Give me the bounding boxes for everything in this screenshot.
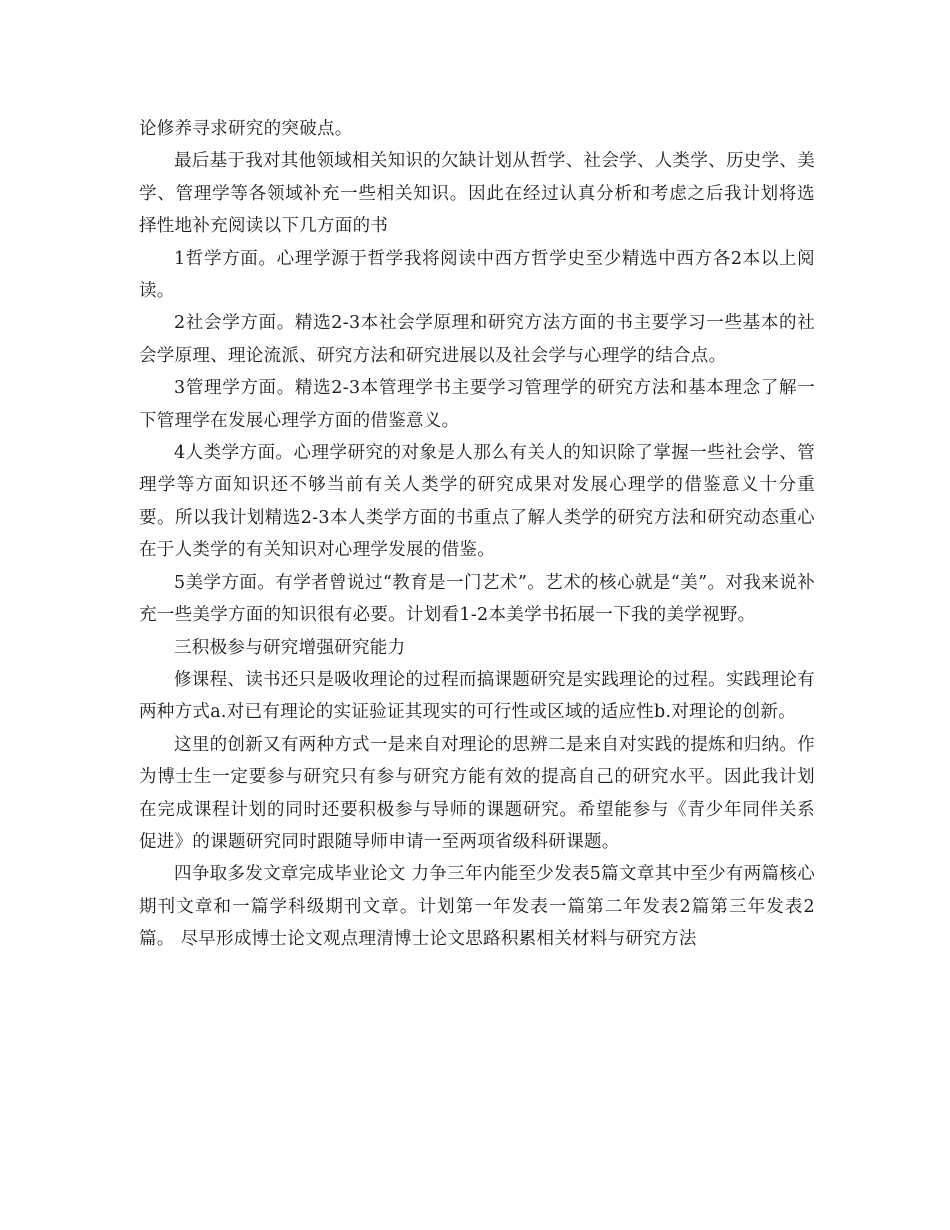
paragraph-7: 5美学方面。有学者曾说过“教育是一门艺术”。艺术的核心就是“美”。对我来说补充一些美学方面的知识很有必要。计划看1-2本美学书拓展一下我的美学视野。 [139,572,815,626]
paragraph-2: 最后基于我对其他领域相关知识的欠缺计划从哲学、社会学、人类学、历史学、美学、管理学等各领域补充一些相关知识。因此在经过认真分析和考虑之后我计划将选择性地补充阅读以下几方面的书 [139,151,815,237]
paragraph-10: 这里的创新又有两种方式一是来自对理论的思辨二是来自对实践的提炼和归纳。作为博士生一定要参与研究只有参与研究方能有效的提高自己的研究水平。因此我计划在完成课程计划的同时还要积极参与导师的课题研究。希望能参与《青少年同伴关系促进》的课题研究同时跟随导师申请一至两项省级科研课题。 [139,734,815,852]
paragraph-3: 1哲学方面。心理学源于哲学我将阅读中西方哲学史至少精选中西方各2本以上阅读。 [139,248,815,302]
paragraph-11: 四争取多发文章完成毕业论文 力争三年内能至少发表5篇文章其中至少有两篇核心期刊文章和一篇学科级期刊文章。计划第一年发表一篇第二年发表2篇第三年发表2篇。 尽早形成博士论文观点理清博士论文思路积累相关材料与研究方法 [139,864,815,950]
paragraph-9: 修课程、读书还只是吸收理论的过程而搞课题研究是实践理论的过程。实践理论有两种方式a.对已有理论的实证验证其现实的可行性或区域的适应性b.对理论的创新。 [139,669,815,723]
paragraph-5: 3管理学方面。精选2-3本管理学书主要学习管理学的研究方法和基本理念了解一下管理学在发展心理学方面的借鉴意义。 [139,378,815,431]
paragraph-4: 2社会学方面。精选2-3本社会学原理和研究方法方面的书主要学习一些基本的社会学原理、理论流派、研究方法和研究进展以及社会学与心理学的结合点。 [139,313,815,366]
paragraph-1: 论修养寻求研究的突破点。 [139,119,353,139]
paragraph-6: 4人类学方面。心理学研究的对象是人那么有关人的知识除了掌握一些社会学、管理学等方面知识还不够当前有关人类学的研究成果对发展心理学的借鉴意义十分重要。所以我计划精选2-3本人类学方面的书重点了解人类学的研究方法和研究动态重心在于人类学的有关知识对心理学发展的借鉴。 [139,443,815,561]
document-body [139,113,815,956]
section-heading-3: 三积极参与研究增强研究能力 [174,637,406,658]
